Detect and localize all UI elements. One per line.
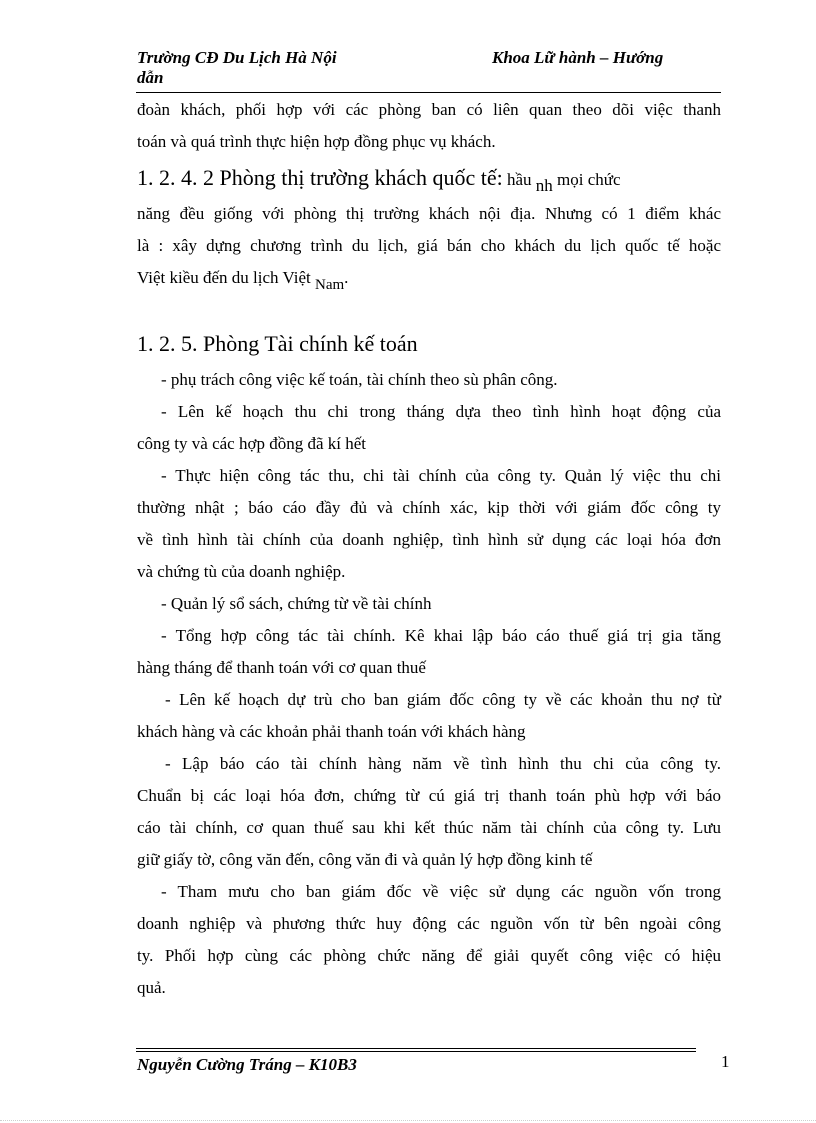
bullet-line-cont: ty. Phối hợp cùng các phòng chức năng để giải quyết công việc có hiệu	[137, 946, 721, 965]
header-school-wrap: dẫn	[137, 68, 164, 87]
paragraph-line	[137, 262, 721, 294]
bullet-line: - Quản lý sổ sách, chứng từ về tài chính	[161, 594, 432, 613]
page-number: 1	[721, 1052, 730, 1071]
paragraph-subscript: Nam	[315, 277, 345, 293]
bullet-line-cont: Chuẩn bị các loại hóa đơn, chứng từ cú giá trị thanh toán phù hợp với báo	[137, 786, 721, 805]
bullet-line-cont: hàng tháng để thanh toán với cơ quan thuế	[137, 658, 426, 677]
heading-rest: hầu	[502, 170, 536, 189]
section-heading-text: 1. 2. 4. 2 Phòng thị trường khách quốc tế:	[137, 165, 503, 190]
page-edge-dotted	[0, 1120, 816, 1121]
bullet-line: - Lên kế hoạch thu chi trong tháng dựa theo tình hình hoạt động của	[161, 402, 721, 421]
section-heading-finance: 1. 2. 5. Phòng Tài chính kế toán	[137, 331, 418, 356]
bullet-line-cont: thường nhật ; báo cáo đầy đủ và chính xác, kịp thời với giám đốc công ty	[137, 498, 721, 517]
page-content	[137, 94, 721, 1004]
bullet-line: - Tham mưu cho ban giám đốc về việc sử dụng các nguồn vốn trong	[161, 882, 721, 901]
bullet-line-cont: về tình hình tài chính của doanh nghiệp, tình hình sử dụng các loại hóa đơn	[137, 530, 721, 549]
footer-rule	[136, 1051, 696, 1052]
bullet-line: - phụ trách công việc kế toán, tài chính theo sù phân công.	[161, 370, 558, 389]
bullet-line-cont: và chứng tù của doanh nghiệp.	[137, 562, 346, 581]
paragraph-period: .	[344, 268, 349, 287]
heading-subscript: nh	[535, 176, 553, 195]
paragraph-text: Việt kiều đến du lịch Việt	[137, 268, 315, 287]
paragraph-line: năng đều giống với phòng thị trường khách nội địa. Nhưng có 1 điểm khác	[137, 204, 721, 223]
bullet-line-cont: cáo tài chính, cơ quan thuế sau khi kết thúc năm tài chính của công ty. Lưu	[137, 818, 721, 837]
footer-rule	[136, 1048, 696, 1049]
header-school	[137, 48, 387, 88]
header-rule	[136, 92, 721, 93]
bullet-line: - Lập báo cáo tài chính hàng năm về tình hình thu chi của công ty.	[165, 754, 721, 773]
bullet-line-cont: quả.	[137, 978, 166, 997]
paragraph-line: là : xây dựng chương trình du lịch, giá bán cho khách du lịch quốc tế hoặc	[137, 236, 721, 255]
section-heading-intl-market	[137, 158, 721, 198]
footer-author: Nguyễn Cường Tráng – K10B3	[137, 1055, 357, 1074]
bullet-line-cont: khách hàng và các khoản phải thanh toán với khách hàng	[137, 722, 526, 741]
bullet-line-cont: công ty và các hợp đồng đã kí hết	[137, 434, 366, 453]
bullet-line: - Tổng hợp công tác tài chính. Kê khai lập báo cáo thuế giá trị gia tăng	[161, 626, 721, 645]
intro-line: đoàn khách, phối hợp với các phòng ban có liên quan theo dõi việc thanh	[137, 100, 721, 119]
bullet-line-cont: giữ giấy tờ, công văn đến, công văn đi và quản lý hợp đồng kinh tế	[137, 850, 593, 869]
heading-rest-end: mọi chức	[552, 170, 621, 189]
intro-line: toán và quá trình thực hiện hợp đồng phục vụ khách.	[137, 132, 496, 151]
header-faculty: Khoa Lữ hành – Hướng	[492, 48, 664, 67]
bullet-line: - Thực hiện công tác thu, chi tài chính của công ty. Quản lý việc thu chi	[161, 466, 721, 485]
spacer	[137, 294, 721, 324]
bullet-line-cont: doanh nghiệp và phương thức huy động các nguồn vốn từ bên ngoài công	[137, 914, 721, 933]
header-school-name: Trường CĐ Du Lịch Hà Nội	[137, 48, 337, 67]
bullet-line: - Lên kế hoạch dự trù cho ban giám đốc công ty về các khoản thu nợ từ	[165, 690, 721, 709]
